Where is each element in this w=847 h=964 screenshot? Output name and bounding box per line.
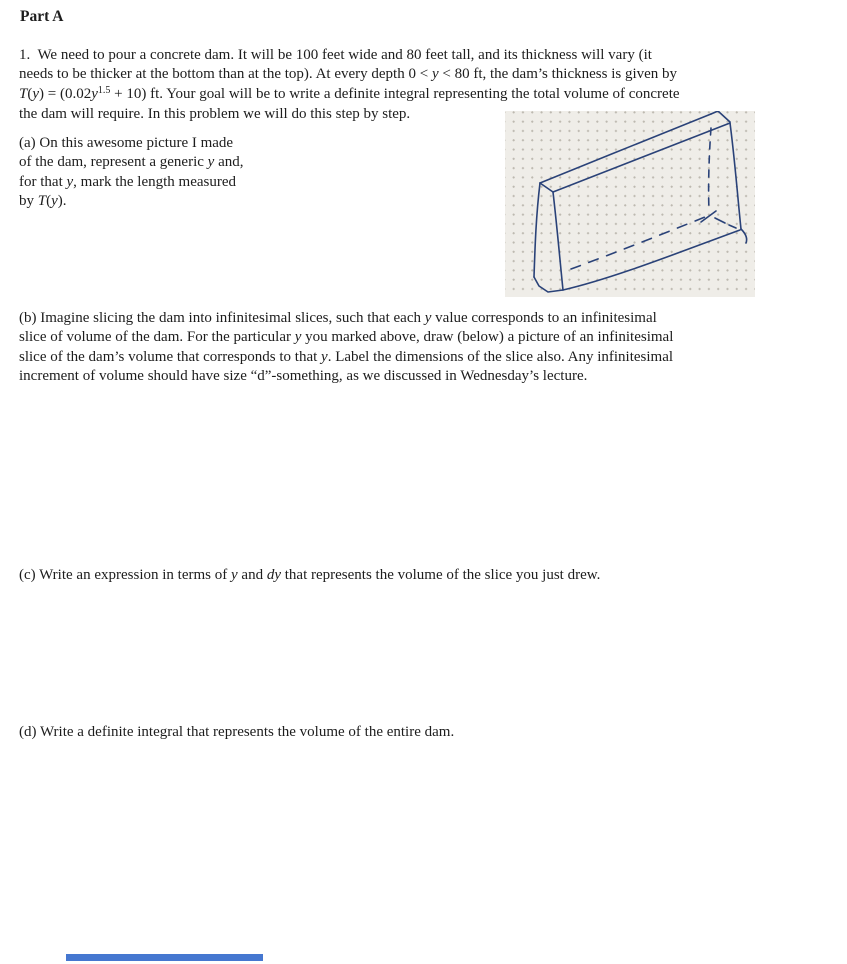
dam-figure	[505, 111, 755, 297]
text-line: the dam will require. In this problem we will do this step by step.	[19, 106, 411, 123]
dam-hidden-dash-b	[729, 225, 736, 228]
dam-hidden-dash-a	[715, 218, 725, 223]
bottom-blue-bar	[66, 954, 263, 961]
text-line: needs to be thicker at the bottom than at the top). At every depth 0 < y < 80 ft, the dam’s thickness is given by	[19, 66, 678, 83]
text-line: of the dam, represent a generic y and,	[19, 154, 244, 171]
dam-top-right-end	[711, 111, 730, 122]
dam-hidden-edge-tick	[701, 211, 716, 222]
dam-hidden-right-edge	[709, 128, 711, 211]
dam-top-front-edge	[553, 123, 730, 192]
dam-left-foot	[534, 277, 563, 292]
text-line: slice of volume of the dam. For the particular y you marked above, draw (below) a picture of an infinitesimal	[19, 329, 674, 346]
dam-right-foot-hook	[741, 229, 747, 243]
text-line: for that y, mark the length measured	[19, 173, 237, 190]
part-d-prompt	[19, 723, 454, 742]
dam-sketch-svg	[505, 111, 755, 297]
part-a-prompt	[19, 134, 244, 212]
text-line: (b) Imagine slicing the dam into infinitesimal slices, such that each y value corresponds to an infinitesimal	[19, 310, 657, 326]
text-line: slice of the dam’s volume that corresponds to that y. Label the dimensions of the slice also. Any infinitesimal	[19, 348, 674, 365]
page-title: Part A	[20, 8, 64, 25]
text-line: (a) On this awesome picture I made	[19, 135, 234, 151]
dam-top-left-end	[540, 183, 553, 192]
part-c-prompt	[19, 566, 600, 585]
text-line: increment of volume should have size “d”-something, as we discussed in Wednesday’s lecture.	[19, 368, 588, 385]
dam-left-back-edge	[534, 183, 540, 277]
text-line: by T(y).	[19, 193, 67, 210]
text-line: (c) Write an expression in terms of y and dy that represents the volume of the slice you just drew.	[19, 567, 601, 583]
dam-right-front-edge	[730, 123, 741, 229]
text-line: $T(y) = (0.02y^{1.5} + 10)$ ft. Your goal will be to write a definite integral representing the total volume of concrete	[19, 84, 680, 102]
dam-left-front-edge	[553, 192, 563, 290]
dam-top-back-edge	[540, 114, 711, 183]
dam-hidden-bottom-edge	[571, 217, 705, 269]
part-b-prompt	[19, 309, 673, 387]
text-line: (d) Write a definite integral that represents the volume of the entire dam.	[19, 724, 455, 740]
text-line: 1. We need to pour a concrete dam. It will be 100 feet wide and 80 feet tall, and its thickness will vary (it	[19, 47, 652, 63]
